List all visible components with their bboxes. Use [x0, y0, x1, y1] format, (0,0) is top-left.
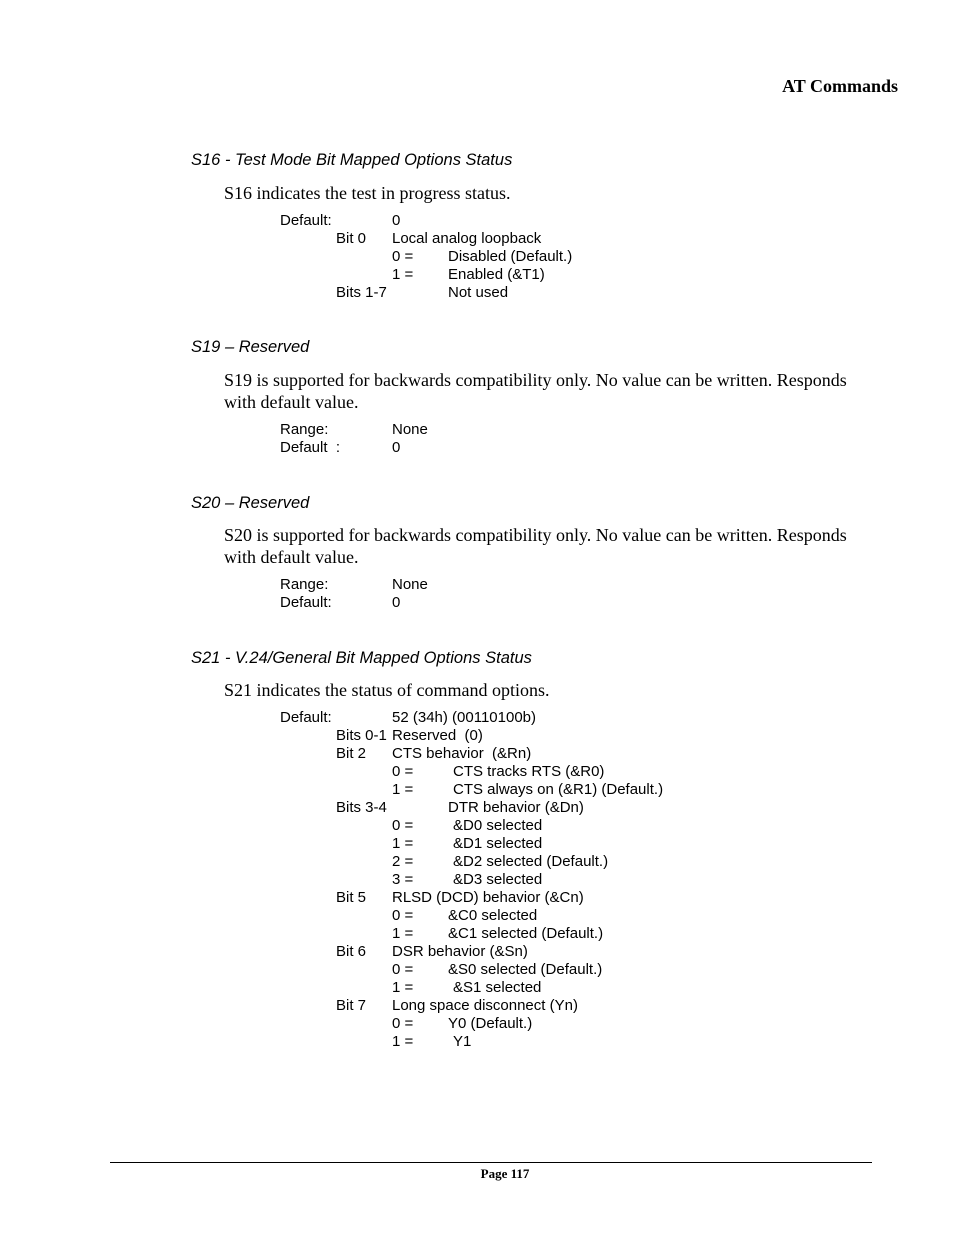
section-paragraph: S20 is supported for backwards compatibility only. No value can be written. Responds with default value.: [224, 525, 847, 567]
table-cell: 0 =: [392, 763, 414, 780]
table-cell: 0 =: [392, 1015, 414, 1032]
table-cell: &S1 selected: [453, 979, 542, 996]
table-cell: RLSD (DCD) behavior (&Cn): [392, 889, 584, 906]
table-cell: 0 =: [392, 961, 414, 978]
table-cell: DTR behavior (&Dn): [448, 799, 584, 816]
table-cell: &C1 selected (Default.): [448, 925, 604, 942]
table-cell: 1 =: [392, 835, 414, 852]
table-cell: Enabled (&T1): [448, 266, 545, 283]
table-cell: 0: [392, 212, 401, 229]
table-cell: Bit 7: [336, 997, 367, 1014]
table-cell: 2 =: [392, 853, 414, 870]
table-cell: &D3 selected: [453, 871, 543, 888]
footer-rule: [110, 1162, 872, 1163]
table-cell: Disabled (Default.): [448, 248, 573, 265]
page-number: Page 117: [480, 1166, 530, 1181]
table-cell: Default:: [280, 212, 332, 229]
table-cell: Default :: [280, 439, 341, 456]
table-cell: 1 =: [392, 979, 414, 996]
table-cell: Default:: [280, 709, 332, 726]
section-heading: S19 – Reserved: [191, 338, 310, 356]
table-cell: 1 =: [392, 1033, 414, 1050]
table-cell: 52 (34h) (00110100b): [392, 709, 536, 726]
table-cell: Bit 0: [336, 230, 367, 247]
table-cell: 1 =: [392, 925, 414, 942]
table-cell: Bit 2: [336, 745, 367, 762]
table-cell: Bits 0-1: [336, 727, 387, 744]
table-cell: DSR behavior (&Sn): [392, 943, 528, 960]
table-cell: Reserved (0): [392, 727, 483, 744]
section-paragraph: S21 indicates the status of command options.: [224, 680, 550, 700]
section-paragraph: S19 is supported for backwards compatibility only. No value can be written. Responds with default value.: [224, 370, 847, 412]
section-paragraph: S16 indicates the test in progress status.: [224, 183, 511, 203]
table-cell: None: [392, 421, 428, 438]
table-cell: &D0 selected: [453, 817, 543, 834]
table-cell: 0: [392, 594, 401, 611]
table-cell: 0 =: [392, 817, 414, 834]
table-cell: 0 =: [392, 248, 414, 265]
table-cell: CTS tracks RTS (&R0): [453, 763, 605, 780]
table-cell: Y1: [453, 1033, 472, 1050]
running-header: AT Commands: [782, 76, 898, 96]
table-cell: CTS behavior (&Rn): [392, 745, 532, 762]
section-heading: S21 - V.24/General Bit Mapped Options Status: [191, 649, 532, 667]
section-heading: S16 - Test Mode Bit Mapped Options Status: [191, 151, 513, 169]
table-cell: Bits 1-7: [336, 284, 387, 301]
section-heading: S20 – Reserved: [191, 494, 310, 512]
table-cell: 3 =: [392, 871, 414, 888]
table-cell: Default:: [280, 594, 332, 611]
table-cell: &C0 selected: [448, 907, 538, 924]
table-cell: Not used: [448, 284, 509, 301]
table-cell: 1 =: [392, 781, 414, 798]
table-cell: &D2 selected (Default.): [453, 853, 609, 870]
table-cell: 1 =: [392, 266, 414, 283]
table-cell: Y0 (Default.): [448, 1015, 533, 1032]
table-cell: None: [392, 576, 428, 593]
table-cell: 0: [392, 439, 401, 456]
table-cell: Bit 6: [336, 943, 367, 960]
table-cell: Long space disconnect (Yn): [392, 997, 578, 1014]
table-cell: &S0 selected (Default.): [448, 961, 603, 978]
table-cell: CTS always on (&R1) (Default.): [453, 781, 664, 798]
table-cell: Range:: [280, 421, 329, 438]
table-cell: Local analog loopback: [392, 230, 542, 247]
table-cell: Bit 5: [336, 889, 367, 906]
table-cell: &D1 selected: [453, 835, 543, 852]
table-cell: 0 =: [392, 907, 414, 924]
table-cell: Bits 3-4: [336, 799, 387, 816]
table-cell: Range:: [280, 576, 329, 593]
